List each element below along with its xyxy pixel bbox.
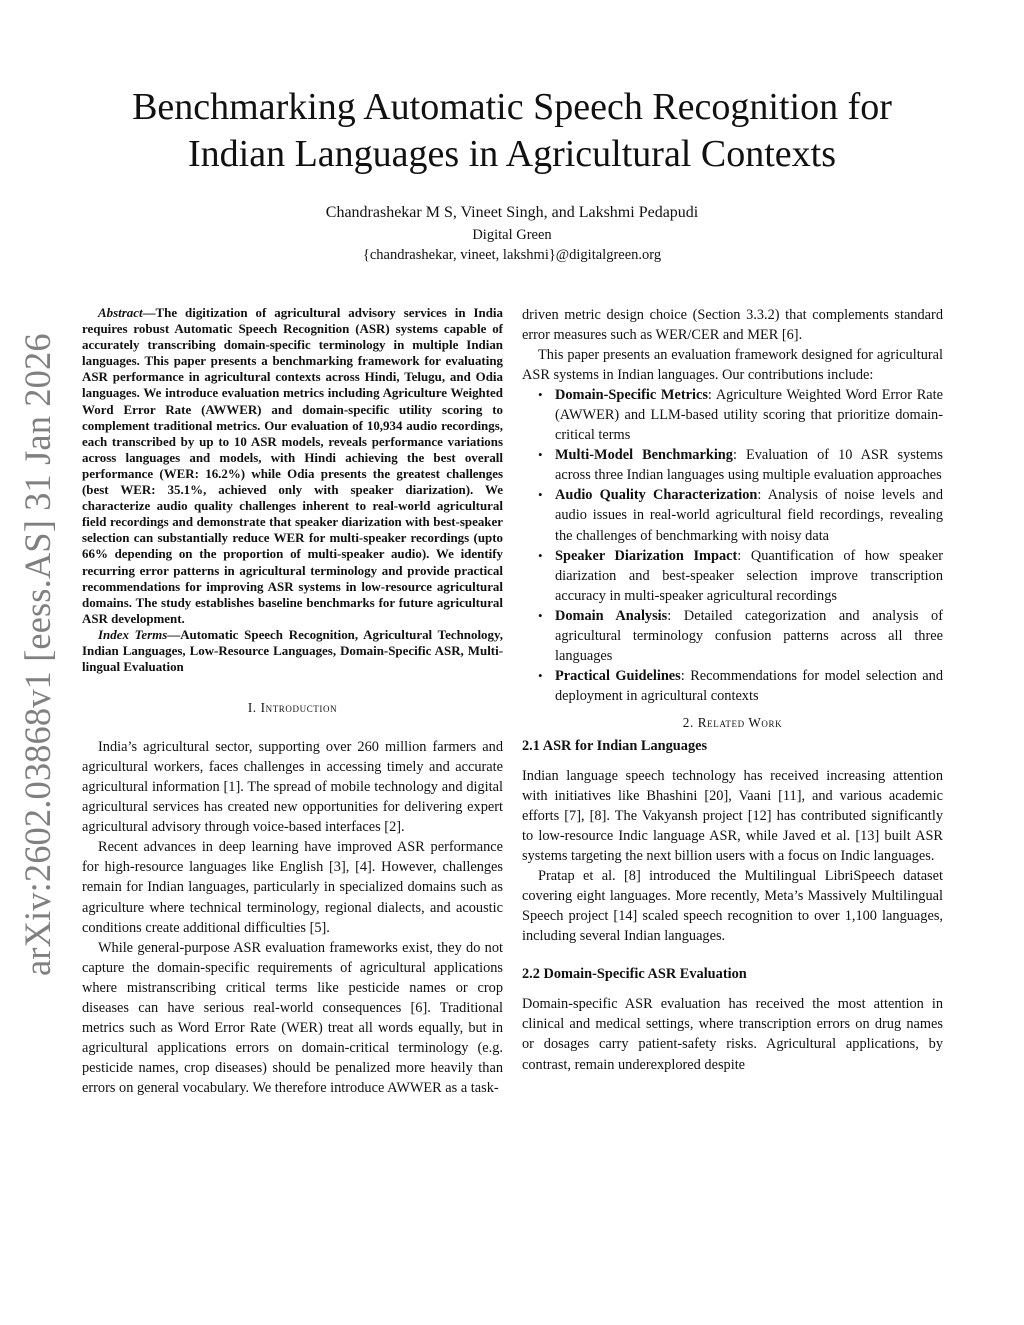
- bullet-icon: •: [538, 667, 543, 683]
- left-column: [82, 305, 503, 1098]
- section-heading-introduction: I. Introduction: [247, 700, 338, 716]
- abstract-label: Abstract: [98, 305, 143, 320]
- contribution-item: [522, 445, 943, 485]
- bullet-icon: •: [538, 607, 543, 623]
- abstract: [82, 305, 503, 627]
- abstract-paragraph: [82, 305, 503, 627]
- contribution-title: Audio Quality Characterization: [555, 487, 758, 504]
- related-work-paragraph: Indian language speech technology has received increasing attention with initiatives like Bhashini [20], Vaani [11], and various academic efforts [7], [8]. The Vakyansh project [12] has contributed significantly to low-resource Indic language ASR, while Javed et al. [13] built ASR systems targeting the next billion users with a focus on Indic languages.: [522, 767, 943, 865]
- arxiv-identifier: arXiv:2602.03868v1 [eess.AS] 31 Jan 2026: [17, 333, 58, 976]
- contribution-text: : Detailed categorization and analysis of agricultural terminology confusion patterns across all three languages: [555, 607, 943, 664]
- title-line-2: Indian Languages in Agricultural Contexts: [188, 133, 836, 175]
- contribution-title: Speaker Diarization Impact: [555, 547, 738, 564]
- intro-paragraph: Recent advances in deep learning have improved ASR performance for high-resource languages like English [3], [4]. However, challenges remain for Indian languages, particularly in specialized domains such as agriculture where technical terminology, regional dialects, and acoustic conditions create additional difficulties [5].: [82, 839, 503, 936]
- contribution-text: : Quantification of how speaker diarization and best-speaker selection improve transcription accuracy in multi-speaker agricultural recordings: [555, 547, 943, 604]
- contribution-item: [522, 606, 943, 666]
- contribution-item: [522, 666, 943, 706]
- contributions-list: [522, 385, 943, 706]
- index-terms: [82, 627, 503, 675]
- continued-paragraph: driven metric design choice (Section 3.3.2) that complements standard error measures such as WER/CER and MER [6].: [522, 307, 943, 344]
- intro-paragraph: While general-purpose ASR evaluation frameworks exist, they do not capture the domain-specific requirements of agricultural applications where mistranscribing critical terms like pesticide names or crop diseases can have serious real-world consequences [6]. Traditional metrics such as Word Error Rate (WER) treat all words equally, but in agricultural applications errors on domain-critical terminology (e.g. pesticide names, crop diseases) should be penalized more heavily than errors on general vocabulary. We therefore introduce AWWER as a task-: [82, 939, 503, 1096]
- subsection-heading-asr-indian-languages: 2.1 ASR for Indian Languages: [522, 737, 708, 754]
- contribution-title: Domain Analysis: [555, 607, 668, 624]
- contribution-item: [522, 385, 943, 445]
- affiliation: Digital Green: [472, 227, 552, 243]
- subsection-heading-domain-specific-evaluation: 2.2 Domain-Specific ASR Evaluation: [522, 966, 747, 983]
- author-email[interactable]: {chandrashekar, vineet, lakshmi}@digitalgreen.org: [362, 247, 662, 263]
- contribution-item: [522, 485, 943, 545]
- bullet-icon: •: [538, 387, 543, 403]
- contribution-text: : Recommendations for model selection and deployment in agricultural contexts: [555, 667, 943, 704]
- contribution-text: : Agriculture Weighted Word Error Rate (AWWER) and LLM-based utility scoring that prioritize domain-critical terms: [555, 387, 943, 444]
- section-heading-related-work: 2. Related Work: [682, 714, 783, 730]
- index-terms-text: —Automatic Speech Recognition, Agricultural Technology, Indian Languages, Low-Resource Languages, Domain-Specific ASR, Multi-lingual Evaluation: [82, 626, 503, 675]
- authors: Chandrashekar M S, Vineet Singh, and Lakshmi Pedapudi: [325, 204, 699, 221]
- intro-paragraph: India’s agricultural sector, supporting over 260 million farmers and agricultural workers, faces challenges in accessing timely and accurate agricultural information [1]. The spread of mobile technology and digital agricultural services has created new opportunities for delivering expert agricultural advisory through voice-based interfaces [2].: [82, 739, 503, 836]
- bullet-icon: •: [538, 487, 543, 503]
- right-column: [522, 305, 943, 1075]
- bullet-icon: •: [538, 547, 543, 563]
- contribution-item: [522, 546, 943, 606]
- domain-eval-paragraph: Domain-specific ASR evaluation has received the most attention in clinical and medical settings, where transcription errors on drug names or dosages carry patient-safety risks. Agricultural applications, by contrast, remain underexplored despite: [522, 996, 943, 1073]
- framework-intro-paragraph: This paper presents an evaluation framework designed for agricultural ASR systems in Indian languages. Our contributions include:: [522, 347, 943, 384]
- index-terms-label: Index Terms: [98, 626, 168, 642]
- bullet-icon: •: [538, 447, 543, 463]
- abstract-text: —The digitization of agricultural advisory services in India requires robust Automatic Speech Recognition (ASR) systems capable of accurately transcribing domain-specific terminology in multiple Indian languages. This paper presents a benchmarking framework for evaluating ASR performance in agricultural contexts across Hindi, Telugu, and Odia languages. We introduce evaluation metrics including Agriculture Weighted Word Error Rate (AWWER) and domain-specific utility scoring to complement traditional metrics. Our evaluation of 10,934 audio recordings, each transcribed by up to 10 ASR models, reveals performance variations across languages and models, with Hindi achieving the best overall performance (WER: 16.2%) while Odia presents the greatest challenges (best WER: 35.1%, achieved only with speaker diarization). We characterize audio quality challenges inherent to real-world agricultural field recordings and demonstrate that speaker diarization with best-speaker selection can substantially reduce WER for multi-speaker recordings (upto 66% depending on the proportion of multi-speaker audio). We identify recurring error patterns in agricultural terminology and provide practical recommendations for improving ASR systems in low-resource agricultural domains. The study establishes baseline benchmarks for future agricultural ASR development.: [82, 305, 503, 626]
- contribution-text: : Analysis of noise levels and audio issues in real-world agricultural field recordings, revealing the challenges of benchmarking with noisy data: [555, 487, 943, 544]
- title-line-1: Benchmarking Automatic Speech Recognition for: [132, 86, 892, 128]
- contribution-title: Multi-Model Benchmarking: [555, 447, 733, 464]
- contribution-text: : Evaluation of 10 ASR systems across three Indian languages using multiple evaluation approaches: [555, 447, 943, 484]
- contribution-title: Practical Guidelines: [555, 667, 681, 684]
- paper-title: [60, 84, 964, 178]
- contribution-title: Domain-Specific Metrics: [555, 387, 708, 404]
- related-work-paragraph: Pratap et al. [8] introduced the Multilingual LibriSpeech dataset covering eight languages. More recently, Meta’s Massively Multilingual Speech project [14] scaled speech recognition to over 1,100 languages, including several Indian languages.: [522, 868, 943, 945]
